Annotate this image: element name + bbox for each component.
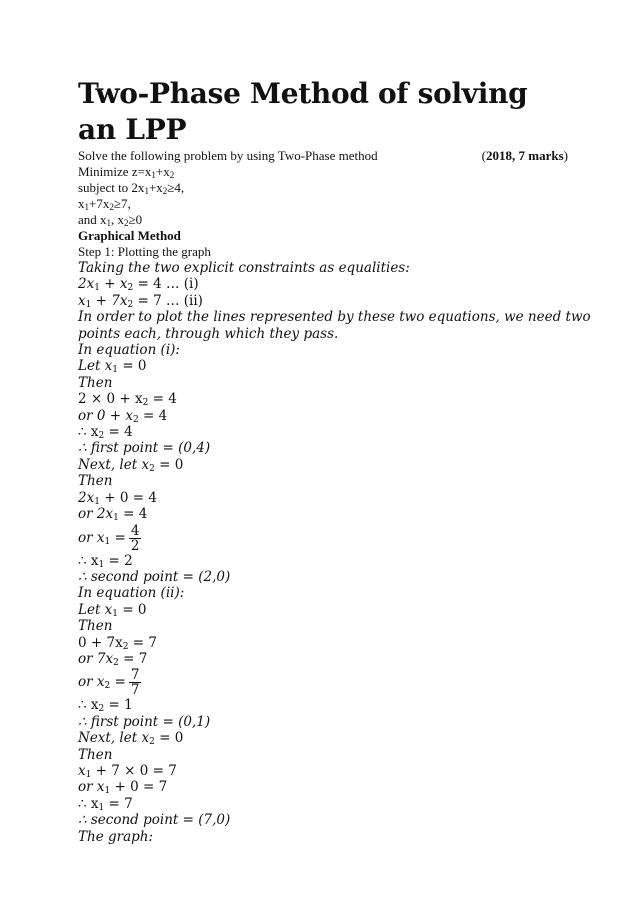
objective-line: Minimize $z=x_1+x_2$ (78, 164, 175, 180)
step-heading: Step 1: Plotting the graph (78, 244, 211, 259)
fraction-line: or $x_1$ = $\frac{4}{2}$ (78, 522, 140, 554)
math-line: ∴ $x_2 = 4$ (78, 424, 133, 442)
problem-statement-row (78, 148, 568, 164)
document-page (78, 76, 591, 845)
math-line: or $7x_2 = 7$ (78, 650, 148, 668)
math-line: or $0 + x_2 = 4$ (78, 407, 168, 425)
math-line: ∴ $x_1 = 2$ (78, 552, 133, 570)
math-line: Then (78, 746, 113, 763)
math-line: Then (78, 374, 113, 391)
constraint-2: $x_1+7x_2\ge 7$, (78, 196, 131, 212)
math-line: ∴ first point = (0,1) (78, 713, 211, 730)
math-line: ∴ first point = (0,4) (78, 440, 211, 457)
math-line: Then (78, 473, 113, 490)
equation-ii: $x_1 + 7x_2 = 7$ … (ii) (78, 292, 203, 310)
math-line: $0 + 7x_2 = 7$ (78, 634, 157, 652)
fraction: $\frac{4}{2}$ (130, 522, 140, 554)
math-line: ∴ $x_1 = 7$ (78, 795, 133, 813)
math-line: or $2x_1 = 4$ (78, 506, 148, 524)
math-line: $2 \times 0 + x_2 = 4$ (78, 391, 177, 409)
math-line: ∴ second point = (7,0) (78, 812, 231, 829)
math-line: Let $x_1 = 0$ (78, 358, 147, 376)
math-line: In equation (ii): (78, 585, 185, 602)
math-line: ∴ second point = (2,0) (78, 568, 231, 585)
math-line: Next, let $x_2 = 0$ (78, 730, 184, 748)
math-line: Let $x_1 = 0$ (78, 601, 147, 619)
math-line: $x_1 + 7 \times 0 = 7$ (78, 762, 177, 780)
math-line: ∴ $x_2 = 1$ (78, 697, 133, 715)
graph-caption: The graph: (78, 828, 154, 845)
math-line: Next, let $x_2 = 0$ (78, 456, 184, 474)
math-line: $2x_1 + 0 = 4$ (78, 489, 157, 507)
math-line: In equation (i): (78, 342, 180, 359)
section-heading: Graphical Method (78, 228, 181, 243)
non-negativity-constraint: and $x_1$, $x_2\ge 0$ (78, 212, 143, 228)
fraction: $\frac{7}{7}$ (130, 667, 140, 699)
marks-note: (2018, 7 marks) (481, 148, 568, 163)
math-line: In order to plot the lines represented by these two equations, we need two (78, 309, 591, 326)
equation-i: $2x_1 + x_2 = 4$ … (i) (78, 276, 199, 294)
math-line: Taking the two explicit constraints as equalities: (78, 260, 410, 276)
problem-prompt: Solve the following problem by using Two-Phase method (78, 148, 378, 163)
math-line: or $x_1 + 0 = 7$ (78, 779, 168, 797)
fraction-line: or $x_2$ = $\frac{7}{7}$ (78, 667, 140, 699)
math-line: Then (78, 618, 113, 635)
constraint-1: subject to $2x_1+x_2\ge 4$, (78, 180, 185, 196)
page-title: Two-Phase Method of solving an LPP (78, 77, 528, 146)
math-line: points each, through which they pass. (78, 325, 339, 342)
